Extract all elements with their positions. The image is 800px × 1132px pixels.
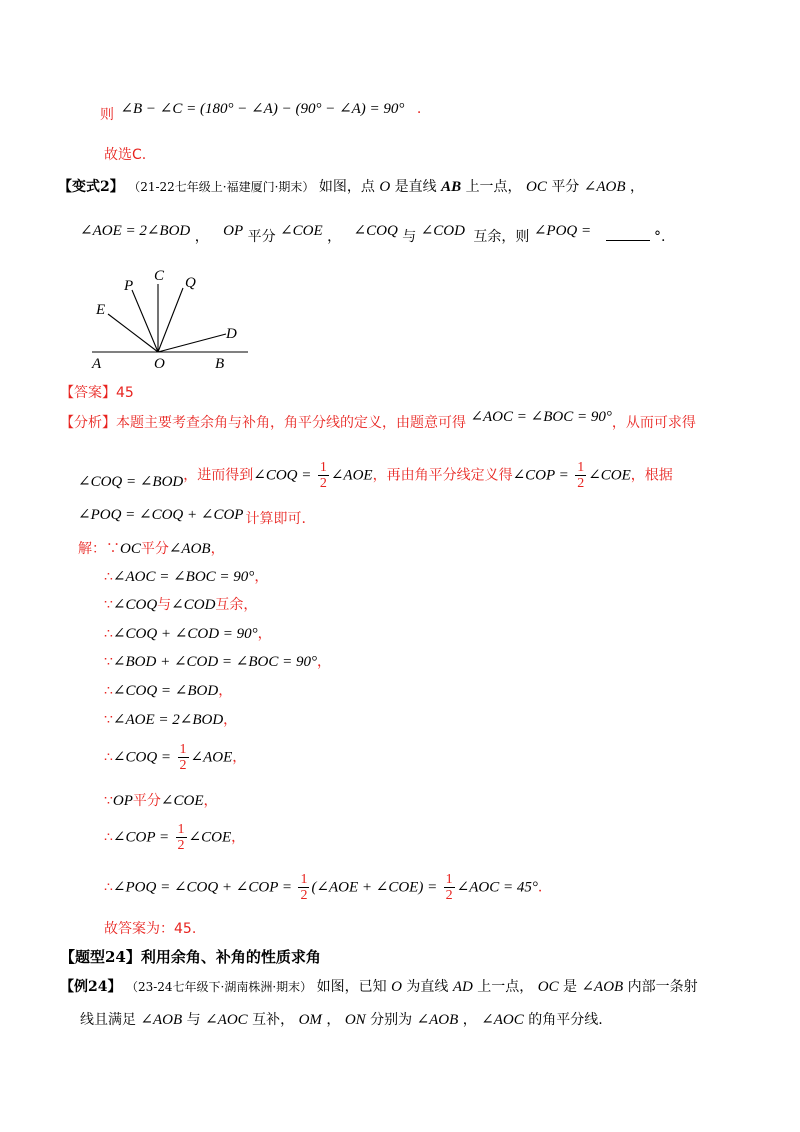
sol-frac-8: $\frac{1}{2}$ <box>179 742 187 773</box>
ray-OD <box>158 334 226 352</box>
example24-text6: 线且满足 <box>80 1012 136 1028</box>
analysis-eq2: ∠COQ = ∠BOD <box>78 473 184 490</box>
sol-s3-a: ∠COQ <box>112 597 158 613</box>
sol-because-7: ∵ <box>104 712 113 728</box>
label-E: E <box>96 302 106 318</box>
sol-s9-c: ∠COE <box>160 793 204 809</box>
sol-therefore-4: ∴ <box>104 626 113 642</box>
example24-angleAOC-2: ∠AOC <box>481 1012 524 1028</box>
variant-anglePOQ: ∠POQ = <box>533 223 592 239</box>
analysis-text6: 计算即可. <box>245 511 306 527</box>
variant-OP: OP <box>223 223 244 239</box>
example24-line-2 <box>80 1011 603 1029</box>
sol-s3-d: 互余， <box>215 597 258 613</box>
sol-comma-4: ， <box>257 626 272 642</box>
sol-s1-c: ∠AOB <box>168 541 211 557</box>
sol-therefore-10: ∴ <box>104 829 113 846</box>
solution-line-11 <box>104 872 542 903</box>
sol-s9-b: 平分 <box>132 793 161 809</box>
example24-O: O <box>391 979 402 995</box>
example24-source: （23-24七年级下·湖南株洲·期末） <box>125 980 313 994</box>
sol-s5: ∠BOD + ∠COD = ∠BOC = 90° <box>112 654 317 670</box>
example24-OM: OM <box>298 1012 322 1028</box>
variant-O: O <box>379 179 391 195</box>
sol-therefore-6: ∴ <box>104 683 113 699</box>
sol-frac-10: $\frac{1}{2}$ <box>177 822 185 853</box>
sol-comma-2: ， <box>254 569 269 585</box>
analysis-text2: ，从而可求得 <box>611 415 696 431</box>
analysis-frac-1: $\frac{1}{2}$ <box>319 460 327 491</box>
variant-eq-aoe: ∠AOE = 2∠BOD <box>80 223 191 239</box>
variant-text4: 平分 <box>551 179 580 195</box>
sol-s4: ∠COQ + ∠COD = 90° <box>112 626 258 642</box>
example24-text8: 互补， <box>252 1012 295 1028</box>
analysis-label: 【分析】 <box>60 415 116 431</box>
answer-label: 【答案】 <box>60 385 116 401</box>
solution-line-10 <box>104 822 245 853</box>
sol-s1-d: ， <box>210 541 225 557</box>
label-D: D <box>226 326 237 342</box>
example24-angleAOC: ∠AOC <box>205 1012 248 1028</box>
example24-text10: 的角平分线. <box>528 1012 603 1028</box>
sol-because-9: ∵ <box>104 793 113 809</box>
sol-comma-7: ， <box>223 712 238 728</box>
variant-comma3: ， <box>327 229 342 245</box>
analysis-eq3-right: ∠AOE <box>330 467 373 484</box>
sol-because-3: ∵ <box>104 597 113 613</box>
solution-line-7 <box>104 711 237 729</box>
sol-s3-c: ∠COD <box>171 597 216 613</box>
example24-text3: 上一点， <box>477 979 534 995</box>
example24-OC: OC <box>537 979 559 995</box>
variant-OC: OC <box>526 179 547 195</box>
analysis-frac-2: $\frac{1}{2}$ <box>577 460 585 491</box>
example24-angleAOB-3: ∠AOB <box>416 1012 459 1028</box>
variant-pingfen: 平分 <box>247 229 276 245</box>
solution-line-8 <box>104 742 246 773</box>
sol-comma-6: ， <box>218 683 233 699</box>
variant-degree: °. <box>654 229 666 245</box>
sol-because-5: ∵ <box>104 654 113 670</box>
answer-value: 45 <box>116 385 134 401</box>
solution-line-9 <box>104 792 218 810</box>
analysis-eq5: ∠POQ = ∠COQ + ∠COP <box>78 507 244 523</box>
sol-s11-c: ∠AOC = 45° <box>456 879 538 896</box>
sol-jie: 解： <box>78 541 106 557</box>
sol-s11-b: (∠AOE + ∠COE) = <box>311 879 438 896</box>
sol-therefore-8: ∴ <box>104 749 113 766</box>
sol-s10-right: ∠COE <box>188 829 232 846</box>
sol-s10-left: ∠COP = <box>112 829 170 846</box>
analysis-line-1 <box>60 409 696 432</box>
answer-blank <box>606 228 650 241</box>
variant-yu: 与 <box>402 229 417 245</box>
example24-comma2: ， <box>462 1012 477 1028</box>
top-formula: ∠B − ∠C = (180° − ∠A) − (90° − ∠A) = 90° <box>120 101 405 117</box>
sol-s9-a: OP <box>112 793 133 809</box>
sol-frac-11b: $\frac{1}{2}$ <box>445 872 453 903</box>
variant-angleCOE: ∠COE <box>280 223 323 239</box>
solution-line-2 <box>104 568 268 586</box>
variant-label: 【变式2】 <box>58 179 124 195</box>
answer-line <box>60 384 134 402</box>
sol-s1-a: OC <box>120 541 141 557</box>
sol-s8-right: ∠AOE <box>190 749 233 766</box>
analysis-text3: ，进而得到 <box>183 467 254 484</box>
ray-OQ <box>158 288 183 352</box>
example24-text9: 分别为 <box>370 1012 413 1028</box>
example24-comma: ， <box>326 1012 341 1028</box>
sol-s3-b: 与 <box>157 597 172 613</box>
label-C: C <box>154 268 165 284</box>
sol-therefore-11: ∴ <box>104 879 113 896</box>
example24-label: 【例24】 <box>60 979 122 995</box>
sol-s2: ∠AOC = ∠BOC = 90° <box>112 569 255 585</box>
analysis-eq1: ∠AOC = ∠BOC = 90° <box>470 409 612 425</box>
example24-line-1 <box>60 978 698 996</box>
label-Q: Q <box>185 275 196 291</box>
sol-comma-5: ， <box>317 654 331 670</box>
sol-comma-10: ， <box>231 829 246 846</box>
sol-comma-8: ， <box>232 749 247 766</box>
example24-text4: 是 <box>563 979 578 995</box>
example24-ON: ON <box>344 1012 366 1028</box>
variant-text1: 如图，点 <box>318 179 375 195</box>
solution-line-6 <box>104 682 232 700</box>
variant-angleCOQ: ∠COQ <box>353 223 398 239</box>
sol-comma-9: ， <box>203 793 218 809</box>
variant-line-1 <box>58 178 644 196</box>
solution-line-3 <box>104 596 257 614</box>
example24-angleAOB: ∠AOB <box>581 979 624 995</box>
analysis-eq3-left: ∠COQ = <box>253 467 312 484</box>
label-B: B <box>215 356 225 372</box>
label-A: A <box>92 356 102 372</box>
label-P: P <box>124 278 134 294</box>
label-O: O <box>154 356 165 372</box>
analysis-line-3 <box>78 507 306 528</box>
variant-AB: AB <box>441 179 462 195</box>
variant-source: （21-22七年级上·福建厦门·期末） <box>128 180 315 194</box>
solution-line-1 <box>78 540 225 558</box>
final-answer: 故答案为：45. <box>104 921 197 937</box>
variant-huyu: 互余，则 <box>473 229 530 245</box>
sol-frac-11a: $\frac{1}{2}$ <box>300 872 308 903</box>
analysis-text4: ，再由角平分线定义得 <box>372 467 513 484</box>
sol-s6: ∠COQ = ∠BOD <box>112 683 219 699</box>
top-period: . <box>416 101 422 117</box>
sol-period-11: . <box>537 879 543 896</box>
variant-angleAOB: ∠AOB <box>583 179 626 195</box>
sol-s1-b: 平分 <box>140 541 169 557</box>
variant-line-2 <box>80 222 666 245</box>
analysis-eq4-left: ∠COP = <box>512 467 569 484</box>
sol-s11-a: ∠POQ = ∠COQ + ∠COP = <box>112 879 292 896</box>
sol-s8-left: ∠COQ = <box>112 749 172 766</box>
example24-text5: 内部一条射 <box>627 979 698 995</box>
geometry-figure <box>88 262 288 372</box>
sol-therefore-2: ∴ <box>104 569 113 585</box>
analysis-eq4-right: ∠COE <box>588 467 631 484</box>
variant-text2: 是直线 <box>394 179 437 195</box>
example24-text2: 为直线 <box>406 979 449 995</box>
sol-because-1: ∵ <box>106 541 120 557</box>
variant-angleCOD: ∠COD <box>420 223 465 239</box>
sol-s7: ∠AOE = 2∠BOD <box>112 712 224 728</box>
choice-text: 故选C. <box>104 147 147 163</box>
analysis-text1: 本题主要考查余角与补角，角平分线的定义，由题意可得 <box>116 415 466 431</box>
type24-heading: 【题型24】利用余角、补角的性质求角 <box>60 948 321 966</box>
variant-text3: 上一点， <box>465 179 522 195</box>
analysis-text5: ，根据 <box>630 467 673 484</box>
solution-line-5 <box>104 653 331 671</box>
example24-angleAOB-2: ∠AOB <box>140 1012 183 1028</box>
example24-AD: AD <box>452 979 473 995</box>
variant-comma: ， <box>629 179 644 195</box>
variant-comma2: ， <box>194 229 209 245</box>
analysis-line-2 <box>78 460 673 491</box>
example24-text1: 如图，已知 <box>316 979 387 995</box>
solution-line-4 <box>104 625 272 643</box>
ze-text: 则 <box>100 107 114 123</box>
example24-text7: 与 <box>186 1012 201 1028</box>
top-formula-line <box>100 100 422 123</box>
